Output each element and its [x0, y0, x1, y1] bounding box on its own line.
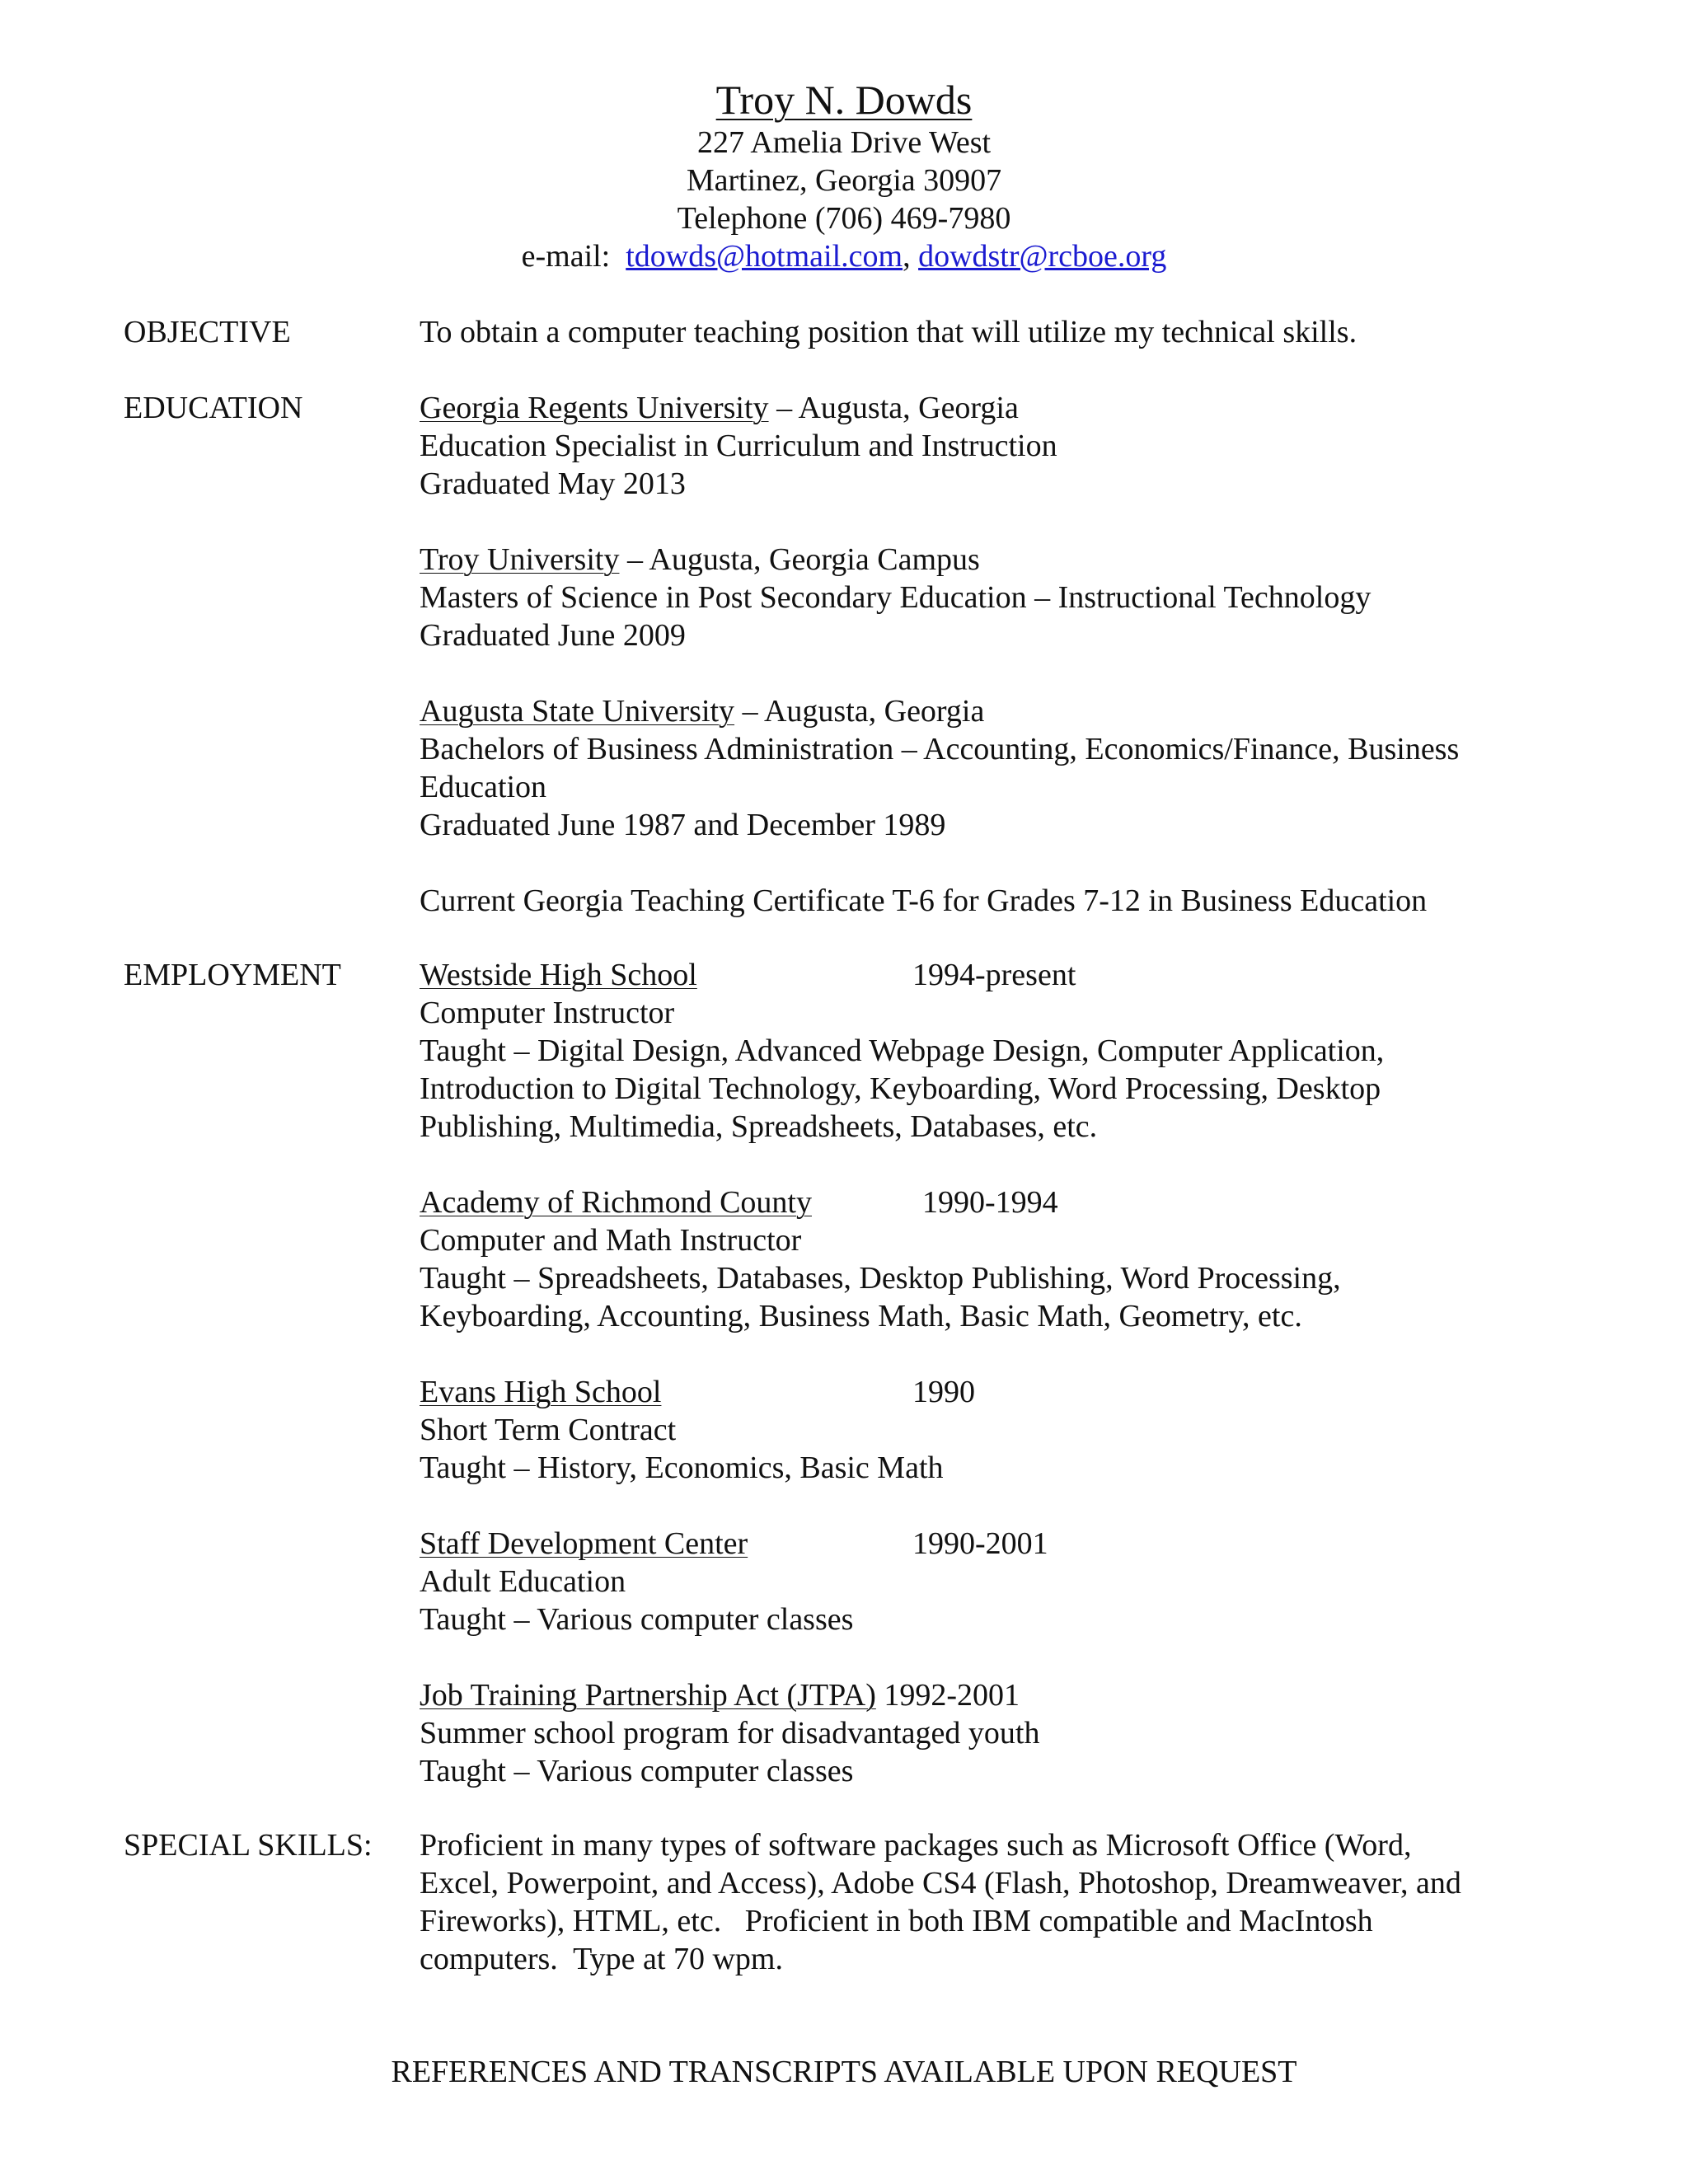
degree: Bachelors of Business Administration – Accounting, Economics/Finance, Business [420, 732, 1460, 766]
employment-dates: 1992-2001 [884, 1678, 1020, 1713]
school-location: – Augusta, Georgia [734, 694, 985, 729]
references-footer: REFERENCES AND TRANSCRIPTS AVAILABLE UPON REQUEST [391, 2055, 1297, 2089]
job-detail: Taught – Spreadsheets, Databases, Desktop Publishing, Word Processing, [420, 1261, 1341, 1296]
employer-name: Westside High School [420, 958, 697, 992]
employer-name: Job Training Partnership Act (JTPA) [420, 1678, 876, 1713]
employment-entry-2 [420, 1183, 1573, 1335]
skills-label: SPECIAL SKILLS: [124, 1828, 373, 1863]
graduation-date: Graduated June 1987 and December 1989 [420, 808, 946, 842]
employer-name: Evans High School [420, 1375, 662, 1409]
job-role: Adult Education [420, 1564, 626, 1599]
certificate-entry [420, 882, 1573, 920]
graduation-date: Graduated June 2009 [420, 618, 686, 653]
employer-name: Academy of Richmond County [420, 1185, 812, 1220]
telephone: Telephone (706) 469-7980 [677, 201, 1011, 236]
job-role: Computer Instructor [420, 996, 675, 1030]
skills-text-line: Fireworks), HTML, etc. Proficient in both IBM compatible and MacIntosh [420, 1904, 1373, 1938]
employment-dates: 1990-1994 [922, 1185, 1058, 1220]
job-detail: Keyboarding, Accounting, Business Math, Basic Math, Geometry, etc. [420, 1299, 1302, 1333]
employment-dates: 1994-present [912, 958, 1076, 992]
skills-text-line: computers. Type at 70 wpm. [420, 1942, 783, 1976]
school-name: Augusta State University [420, 694, 735, 729]
employment-entry-4 [420, 1525, 1573, 1638]
email-link-rcboe[interactable]: dowdstr@rcboe.org [918, 239, 1167, 274]
school-name: Troy University [420, 542, 620, 577]
job-role: Summer school program for disadvantaged youth [420, 1716, 1040, 1750]
skills-text-line: Proficient in many types of software packages such as Microsoft Office (Word, [420, 1828, 1412, 1863]
employer-name: Staff Development Center [420, 1526, 748, 1561]
objective-label: OBJECTIVE [124, 315, 291, 349]
job-detail: Taught – Digital Design, Advanced Webpage Design, Computer Application, [420, 1033, 1385, 1068]
email-line [0, 237, 1688, 275]
job-detail: Introduction to Digital Technology, Keyboarding, Word Processing, Desktop [420, 1071, 1381, 1106]
candidate-name: Troy N. Dowds [715, 77, 973, 123]
employment-dates: 1990 [912, 1375, 975, 1409]
education-entry-3 [420, 692, 1573, 844]
graduation-date: Graduated May 2013 [420, 466, 686, 501]
school-name: Georgia Regents University [420, 391, 769, 425]
degree: Education Specialist in Curriculum and Instruction [420, 429, 1057, 463]
email-link-hotmail[interactable]: tdowds@hotmail.com [626, 239, 903, 274]
resume-header [0, 76, 1688, 275]
job-detail: Publishing, Multimedia, Spreadsheets, Databases, etc. [420, 1109, 1098, 1144]
degree: Masters of Science in Post Secondary Education – Instructional Technology [420, 580, 1372, 615]
school-location: – Augusta, Georgia [768, 391, 1019, 425]
address-line-1: 227 Amelia Drive West [696, 125, 992, 160]
job-role: Computer and Math Instructor [420, 1223, 802, 1258]
teaching-certificate: Current Georgia Teaching Certificate T-6 for Grades 7-12 in Business Education [420, 883, 1428, 918]
job-detail: Taught – Various computer classes [420, 1754, 854, 1788]
job-detail: Taught – History, Economics, Basic Math [420, 1451, 944, 1485]
skills-text-line: Excel, Powerpoint, and Access), Adobe CS4 (Flash, Photoshop, Dreamweaver, and [420, 1866, 1461, 1900]
degree-continued: Education [420, 770, 547, 804]
school-location: – Augusta, Georgia Campus [619, 542, 980, 577]
address-line-2: Martinez, Georgia 30907 [686, 163, 1002, 198]
employment-dates: 1990-2001 [912, 1526, 1048, 1561]
objective-text: To obtain a computer teaching position that will utilize my technical skills. [420, 315, 1357, 349]
email-prefix: e-mail: [521, 239, 626, 274]
employment-label: EMPLOYMENT [124, 958, 341, 992]
employment-entry-5 [420, 1676, 1573, 1790]
employment-entry-3 [420, 1373, 1573, 1487]
email-separator: , [903, 239, 919, 274]
education-entry-2 [420, 541, 1573, 654]
employment-entry-1 [420, 956, 1573, 1146]
job-role: Short Term Contract [420, 1413, 677, 1447]
education-entry-1 [420, 389, 1573, 503]
education-label: EDUCATION [124, 391, 303, 425]
job-detail: Taught – Various computer classes [420, 1602, 854, 1637]
